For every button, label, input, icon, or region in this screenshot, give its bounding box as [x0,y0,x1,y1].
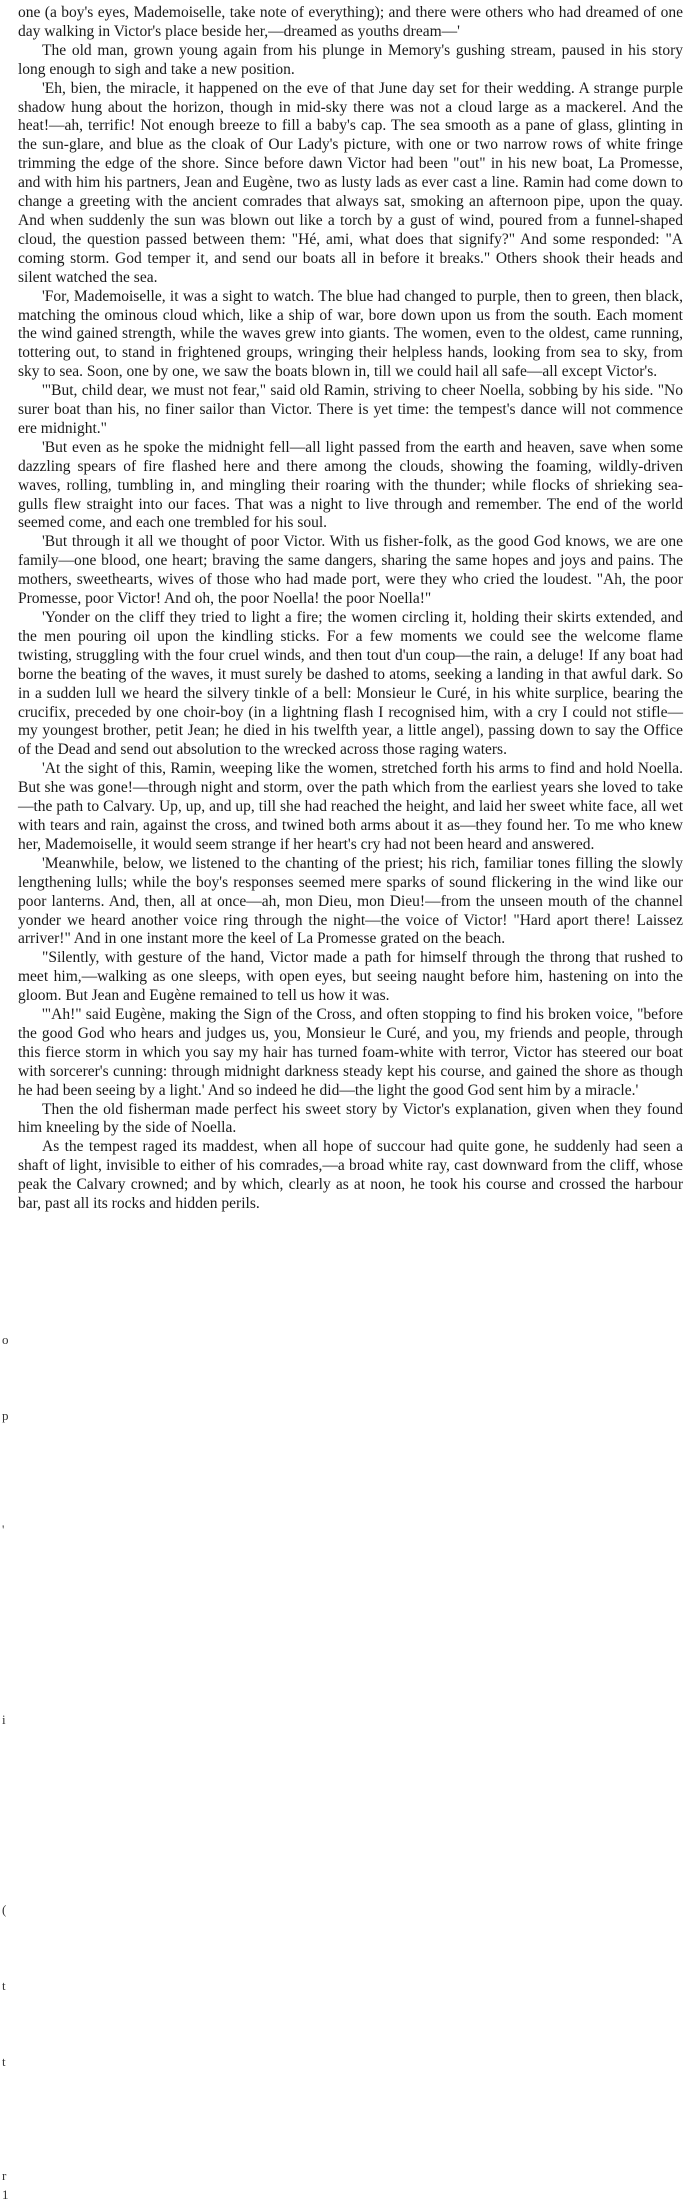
adjacent-column-fragment [0,1330,12,2210]
article-paragraph: '"Ah!" said Eugène, making the Sign of the Cross, and often stopping to find his broken voice, "before the good God who hears and judges us, you, Monsieur le Curé, and you, my friends and people, through this fierce storm in which you say my hair has turned foam-white with terror, Victor has steered our boat with sorcerer's cunning: through midnight darkness steady kept his course, and gained the shore as though he had been seeing by a light.' And so indeed he did—the light the good God sent him by a miracle.' [18,1006,683,1099]
article-column [18,4,683,1214]
article-paragraph: "Silently, with gesture of the hand, Victor made a path for himself through the throng that rushed to meet him,—walking as one sleeps, with open eyes, but seeing naught before him, hastening on into the gloom. But Jean and Eugène remained to tell us how it was. [18,949,683,1005]
gutter-mark: t [2,2054,6,2069]
article-paragraph: Then the old fisherman made perfect his sweet story by Victor's explanation, given when they found him kneeling by the side of Noella. [18,1100,683,1137]
article-paragraph: one (a boy's eyes, Mademoiselle, take note of everything); and there were others who had dreamed of one day walking in Victor's place beside her,—dreamed as youths dream—' [18,4,683,40]
article-paragraph: 'Yonder on the cliff they tried to light a fire; the women circling it, holding their skirts extended, and the men pouring oil upon the kindling sticks. For a few moments we could see the welcome flame twisting, struggling with the four cruel winds, and then tout d'un coup—the rain, a deluge! If any boat had borne the beating of the waves, it must surely be dashed to atoms, seeking a landing in that awful dark. So in a sudden lull we heard the silvery tinkle of a bell: Monsieur le Curé, in his white surplice, bearing the crucifix, preceded by one choir-boy (in a lightning flash I recognised him, with a cry I could not stifle—my youngest brother, petit Jean; he died in his twelfth year, a little angel), passing down to say the Office of the Dead and send out absolution to the wrecked across those raging waters. [18,609,683,759]
article-paragraph: 'Meanwhile, below, we listened to the chanting of the priest; his rich, familiar tones filling the slowly lengthening lulls; while the boy's responses seemed mere sparks of sound flickering in the wind like our poor lanterns. And, then, all at once—ah, mon Dieu, mon Dieu!—from the unseen mouth of the channel yonder we heard another voice ring through the night—the voice of Victor! "Hard aport there! Laissez arriver!" And in one instant more the keel of La Promesse grated on the beach. [18,854,683,948]
article-paragraph: As the tempest raged its maddest, when all hope of succour had quite gone, he suddenly had seen a shaft of light, invisible to either of his comrades,—a broad white ray, cast downward from the cliff, whose peak the Calvary crowned; and by which, clearly as at noon, he took his course and crossed the harbour bar, past all its rocks and hidden perils. [18,1138,683,1213]
gutter-mark: t [2,1978,6,1993]
article-paragraph: 'But through it all we thought of poor Victor. With us fisher-folk, as the good God knows, we are one family—one blood, one heart; braving the same dangers, sharing the same hopes and joys and pains. The mothers, sweethearts, wives of those who had made port, were they who cried the loudest. "Ah, the poor Promesse, poor Victor! And oh, the poor Noella! the poor Noella!" [18,533,683,608]
gutter-mark: p [2,1408,9,1423]
article-paragraph: '"But, child dear, we must not fear," said old Ramin, striving to cheer Noella, sobbing by his side. "No surer boat than his, no finer sailor than Victor. There is yet time: the tempest's dance will not commence ere midnight." [18,382,683,437]
article-paragraph: 'But even as he spoke the midnight fell—all light passed from the earth and heaven, save when some dazzling spears of fire flashed here and there among the clouds, showing the foaming, wildly-driven waves, rolling, tumbling in, and mingling their roaring with the thunder; while flocks of shrieking sea-gulls flew straight into our faces. That was a night to live through and remember. The end of the world seemed come, and each one trembled for his soul. [18,438,683,532]
gutter-mark: ( [2,1902,7,1917]
gutter-mark: i [2,1712,6,1727]
gutter-mark: 1 [2,2187,9,2202]
gutter-mark: o [2,1332,9,1347]
article-paragraph: 'Eh, bien, the miracle, it happened on the eve of that June day set for their wedding. A strange purple shadow hung about the horizon, though in mid-sky there was not a cloud large as a mackerel. And the heat!—ah, terrific! Not enough breeze to fill a baby's cap. The sea smooth as a pane of glass, glinting in the sun-glare, and blue as the cloak of Our Lady's picture, with one or two narrow rows of white fringe trimming the edge of the shore. Since before dawn Victor had been "out" in his new boat, La Promesse, and with him his partners, Jean and Eugène, two as lusty lads as ever cast a line. Ramin had come down to change a greeting with the ancient comrades that always sat, smoking an afternoon pipe, upon the quay. And when suddenly the sun was blown out like a torch by a gust of wind, poured from a funnel-shaped cloud, the question passed between them: "Hé, ami, what does that signify?" And some responded: "A coming storm. God temper it, and send our boats all in before it breaks." Others shook their heads and silent watched the sea. [18,79,683,286]
article-paragraph: 'At the sight of this, Ramin, weeping like the women, stretched forth his arms to find and hold Noella. But she was gone!—through night and storm, over the path which from the earliest years she loved to take—the path to Calvary. Up, up, and up, till she had reached the height, and laid her sweet white face, all wet with tears and rain, against the cross, and twined both arms about it as—they found her. To me who knew her, Mademoiselle, it would seem strange if her heart's cry had not been heard and answered. [18,760,683,853]
gutter-mark: ' [2,1522,5,1537]
article-paragraph: The old man, grown young again from his plunge in Memory's gushing stream, paused in his story long enough to sigh and take a new position. [18,41,683,78]
gutter-mark: r [2,2168,7,2183]
article-paragraph: 'For, Mademoiselle, it was a sight to watch. The blue had changed to purple, then to green, then black, matching the ominous cloud which, like a ship of war, bore down upon us from the south. Each moment the wind gained strength, while the waves grew into giants. The women, even to the oldest, came running, tottering out, to stand in frightened groups, wringing their helpless hands, looking from sea to sky, from sky to sea. Soon, one by one, we saw the boats blown in, till we could hail all safe—all except Victor's. [18,287,683,381]
